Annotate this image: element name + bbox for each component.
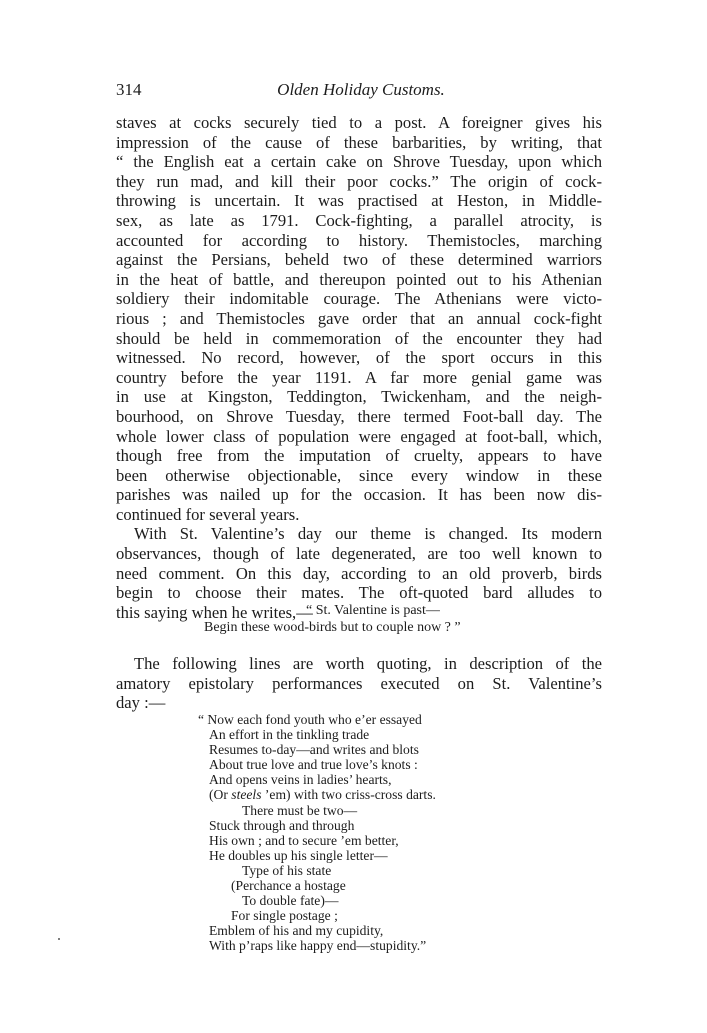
poem-line: “ Now each fond youth who e’er essayed [198, 712, 422, 727]
poem-line: There must be two— [242, 802, 358, 818]
poem-line: He doubles up his single letter— [209, 847, 388, 863]
poem-line: Resumes to-day—and writes and blots [209, 742, 419, 758]
paragraph-3 [116, 654, 602, 713]
poem-line: Type of his state [242, 862, 332, 878]
poem-line: Emblem of his and my cupidity, [209, 923, 384, 939]
text-line: whole lower class of population were engaged at foot-ball, which, [116, 426, 602, 446]
text-line: parishes was nailed up for the occasion. It has been now dis- [116, 485, 602, 505]
quote-block [116, 602, 602, 636]
text-line: staves at cocks securely tied to a post. A foreigner gives his [116, 113, 602, 132]
text-line: need comment. On this day, according to an old proverb, birds [116, 563, 602, 583]
text-line: witnessed. No record, however, of the sport occurs in this [116, 348, 602, 368]
text-line: though free from the imputation of cruelty, appears to have [116, 446, 602, 466]
paragraph-1 [116, 113, 602, 524]
quote-line: “ St. Valentine is past— [306, 603, 440, 618]
text-line: in use at Kingston, Teddington, Twickenham, and the neigh- [116, 387, 602, 407]
text-line: day :— [116, 693, 166, 713]
text-line: should be held in commemoration of the encounter they had [116, 328, 602, 348]
page-header [116, 80, 606, 102]
text-line: rious ; and Themistocles gave order that an annual cock-fight [116, 308, 602, 328]
page-number: 314 [116, 80, 142, 99]
body-text [116, 113, 602, 622]
poem-line: For single postage ; [231, 908, 338, 924]
text-line: throwing is uncertain. It was practised at Heston, in Middle- [116, 191, 602, 211]
text-line: observances, though of late degenerated, are too well known to [116, 544, 602, 564]
poem-line: To double fate)— [242, 893, 339, 909]
poem-line: And opens veins in ladies’ hearts, [209, 772, 392, 788]
margin-mark [58, 938, 60, 940]
text-line: in the heat of battle, and thereupon pointed out to his Athenian [116, 269, 602, 289]
text-line: “ the English eat a certain cake on Shrove Tuesday, upon which [116, 152, 602, 172]
text-line: they run mad, and kill their poor cocks.” The origin of cock- [116, 171, 602, 191]
poem-line: His own ; and to secure ’em better, [209, 832, 399, 848]
poem-line: About true love and true love’s knots : [209, 757, 418, 773]
poem-line: An effort in the tinkling trade [209, 727, 370, 743]
text-line: accounted for according to history. Themistocles, marching [116, 230, 602, 250]
poem-block [198, 712, 518, 954]
poem-line: (Perchance a hostage [231, 878, 346, 894]
poem-line: Stuck through and through [209, 817, 355, 833]
text-line: sex, as late as 1791. Cock-fighting, a parallel atrocity, is [116, 210, 602, 230]
poem-line: With p’raps like happy end—stupidity.” [209, 938, 427, 954]
running-title: Olden Holiday Customs. [277, 80, 445, 99]
text-line: amatory epistolary performances executed on St. Valentine’s [116, 673, 602, 693]
text-line: country before the year 1191. A far more genial game was [116, 367, 602, 387]
text-line: begin to choose their mates. The oft-quoted bard alludes to [116, 583, 602, 603]
text-line: The following lines are worth quoting, in description of the [134, 654, 602, 673]
text-line: impression of the cause of these barbarities, by writing, that [116, 132, 602, 152]
text-line: against the Persians, beheld two of these determined warriors [116, 250, 602, 270]
text-line: With St. Valentine’s day our theme is changed. Its modern [134, 524, 602, 544]
text-line: this saying when he writes,— [116, 602, 313, 622]
text-line: continued for several years. [116, 504, 300, 524]
poem-line: (Or steels ’em) with two criss-cross darts. [209, 787, 436, 803]
text-line: soldiery their indomitable courage. The Athenians were victo- [116, 289, 602, 309]
text-line: bourhood, on Shrove Tuesday, there termed Foot-ball day. The [116, 406, 602, 426]
text-line: been otherwise objectionable, since every window in these [116, 465, 602, 485]
quote-line: Begin these wood-birds but to couple now ? ” [204, 620, 461, 635]
